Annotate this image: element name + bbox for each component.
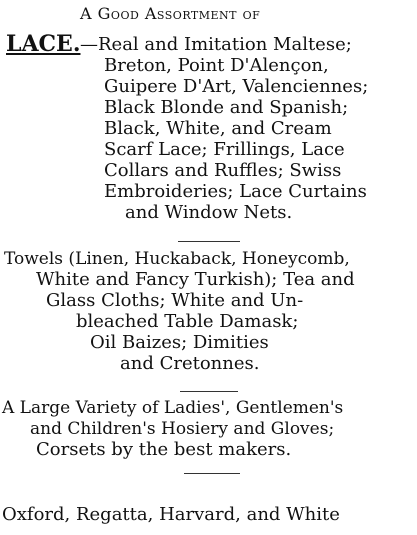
hosiery-line-2: and Children's Hosiery and Gloves; [30, 419, 335, 439]
lace-line-4: Black Blonde and Spanish; [104, 97, 349, 118]
lace-heading: A Good Assortment of [80, 4, 261, 23]
section-divider-3 [184, 473, 240, 474]
towels-line-5: Oil Baizes; Dimities [90, 332, 269, 353]
section-divider-1 [178, 241, 240, 242]
section-divider-2 [180, 391, 238, 392]
lace-line-7: Collars and Ruffles; Swiss [104, 160, 342, 181]
lace-line-3: Guipere D'Art, Valenciennes; [104, 76, 369, 97]
lace-line-9: and Window Nets. [125, 202, 293, 223]
towels-line-2: White and Fancy Turkish); Tea and [36, 269, 355, 290]
hosiery-line-1: A Large Variety of Ladies', Gentlemen's [2, 398, 344, 418]
towels-line-3: Glass Cloths; White and Un- [46, 290, 304, 311]
lace-line-1: —Real and Imitation Maltese; [80, 34, 352, 55]
lace-line-5: Black, White, and Cream [104, 118, 332, 139]
hosiery-line-3: Corsets by the best makers. [36, 439, 292, 460]
last-line-1: Oxford, Regatta, Harvard, and White [2, 504, 340, 525]
towels-line-4: bleached Table Damask; [76, 311, 299, 332]
lace-line-6: Scarf Lace; Frillings, Lace [104, 139, 345, 160]
lace-lead-word: LACE. [6, 31, 81, 57]
lace-line-8: Embroideries; Lace Curtains [104, 181, 367, 202]
towels-line-6: and Cretonnes. [120, 353, 260, 374]
lace-line-2: Breton, Point D'Alençon, [104, 55, 329, 76]
towels-line-1: Towels (Linen, Huckaback, Honeycomb, [4, 249, 350, 269]
